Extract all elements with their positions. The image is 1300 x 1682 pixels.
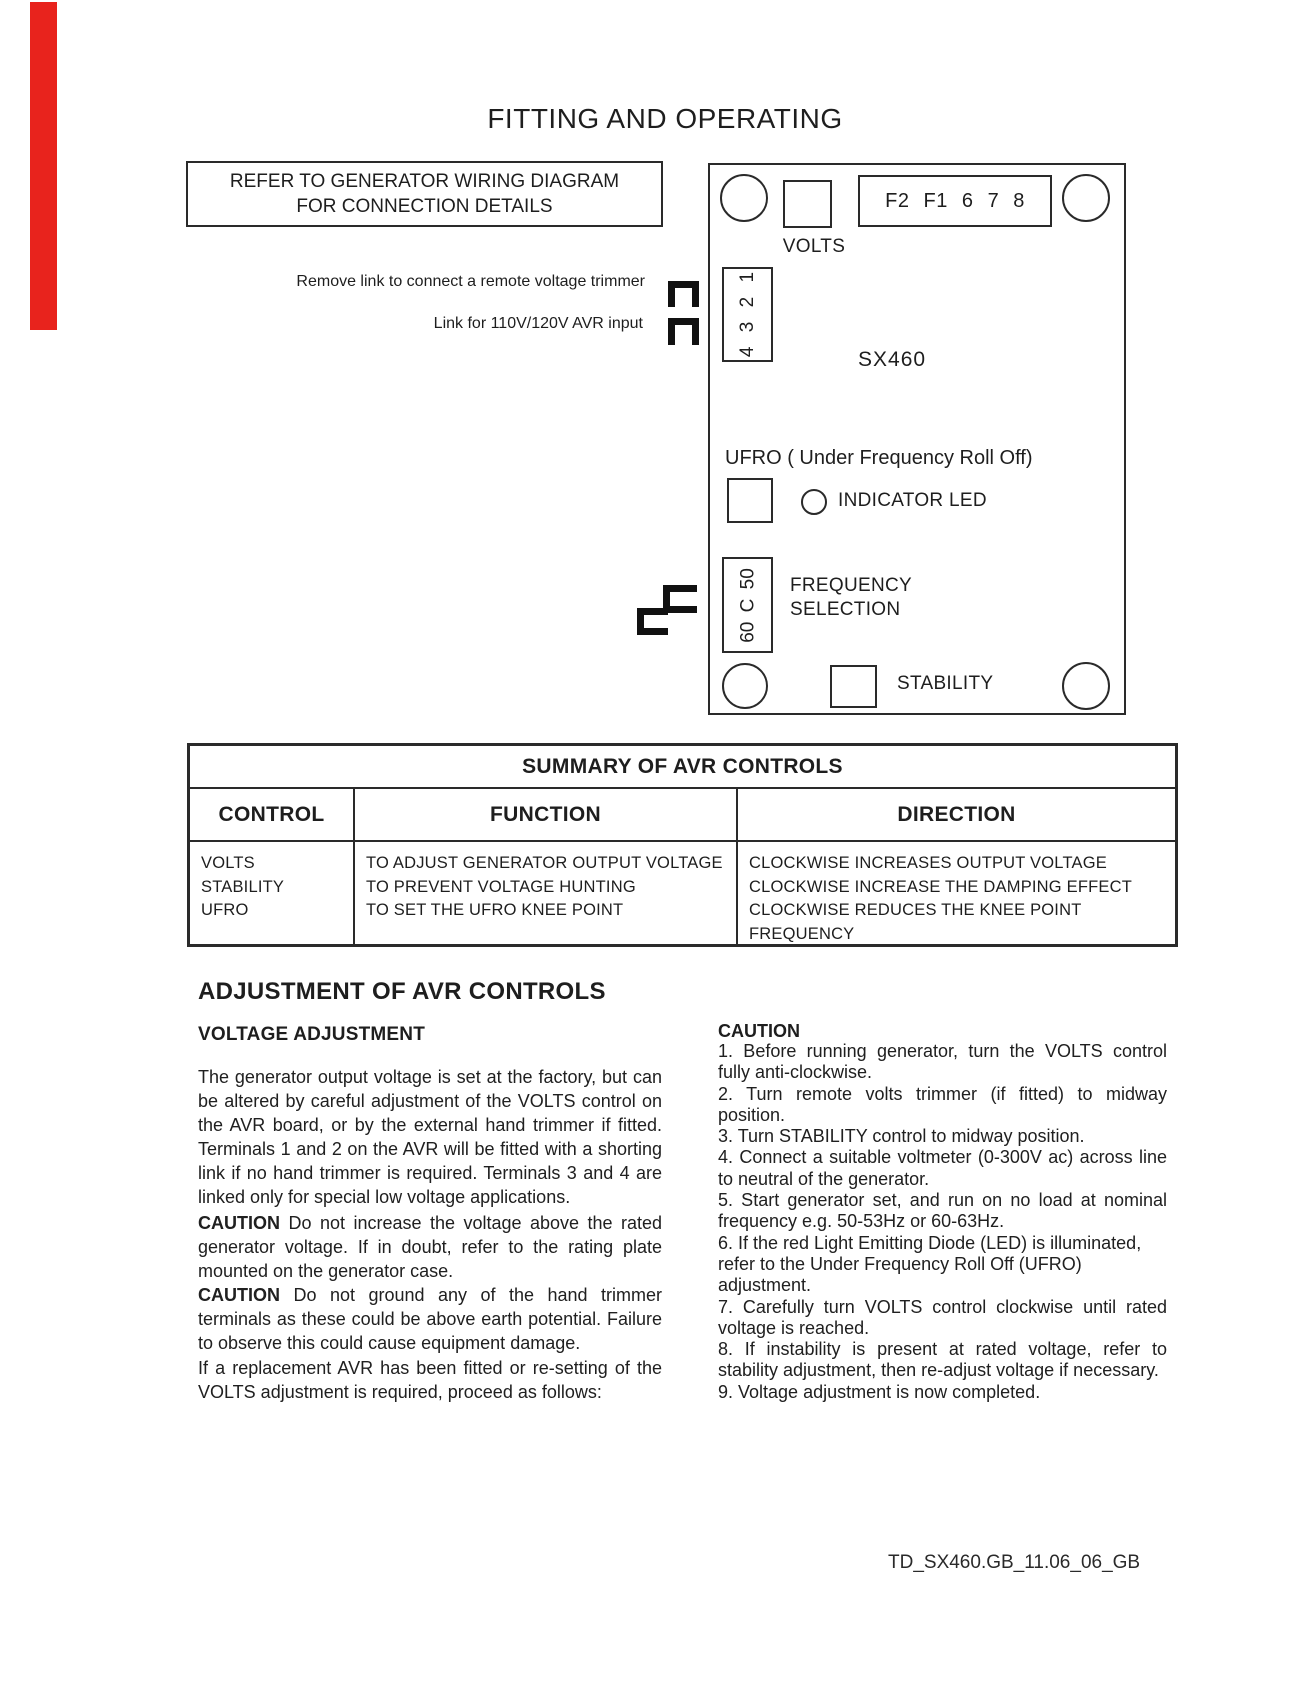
mounting-hole-bottom-right — [1062, 662, 1110, 710]
caution-paragraph-2: CAUTION Do not ground any of the hand trimmer terminals as these could be above earth potential. Failure to observe this could cause equipment damage. — [198, 1285, 662, 1353]
red-margin-marker — [30, 2, 57, 330]
table-direction-column: CLOCKWISE INCREASES OUTPUT VOLTAGE CLOCKWISE INCREASE THE DAMPING EFFECT CLOCKWISE REDUCES THE KNEE POINT FREQUENCY — [749, 854, 1132, 943]
frequency-link-bracket-2-icon — [637, 608, 668, 635]
summary-table-title: SUMMARY OF AVR CONTROLS — [190, 746, 1175, 789]
table-control-column: VOLTS STABILITY UFRO — [190, 842, 355, 944]
mounting-hole-bottom-left — [722, 663, 768, 709]
frequency-link-bracket-1-icon — [663, 585, 697, 613]
page-title: FITTING AND OPERATING — [487, 103, 843, 134]
caution-heading: CAUTION — [718, 1021, 800, 1041]
voltage-adjustment-subheading: VOLTAGE ADJUSTMENT — [198, 1024, 426, 1045]
caution-steps: 1. Before running generator, turn the VOLTS control fully anti-clockwise. 2. Turn remote volts trimmer (if fitted) to midway position. 3. Turn STABILITY control to midway position. 4. Connect a suitable voltmeter (0-300V ac) across line to neutral of the generator. 5. Start generator set, and run on no load at nominal frequency e.g. 50-53Hz or 60-63Hz. 6. If the red Light Emitting Diode (LED) is illuminated, refer to the Under Frequency Roll Off (UFRO) adjustment. 7. Carefully turn VOLTS control clockwise until rated voltage is reached. 8. If instability is present at rated voltage, refer to stability adjustment, then re-adjust voltage if necessary. 9. Voltage adjustment is now completed. — [718, 1041, 1167, 1402]
ufro-pot-square — [727, 478, 773, 523]
table-header-function: FUNCTION — [355, 789, 738, 840]
document-code-footer: TD_SX460.GB_11.06_06_GB — [888, 1552, 1141, 1573]
top-terminal-strip — [858, 175, 1052, 227]
ufro-heading: UFRO ( Under Frequency Roll Off) — [725, 447, 1033, 469]
volts-pot-square — [783, 180, 832, 228]
wiring-notice-line1: REFER TO GENERATOR WIRING DIAGRAM — [229, 171, 620, 192]
table-header-control: CONTROL — [190, 789, 355, 840]
avr-input-link-annotation: Link for 110V/120V AVR input — [433, 315, 643, 332]
mounting-hole-top-right — [1062, 174, 1110, 222]
frequency-terminal-labels: 60 C 50 — [737, 568, 758, 643]
frequency-selection-label — [790, 574, 912, 621]
left-terminal-labels: 4 3 2 1 — [736, 271, 758, 358]
link-staple-1-icon — [668, 281, 699, 307]
volts-label: VOLTS — [782, 236, 846, 257]
indicator-led-label: INDICATOR LED — [838, 490, 987, 511]
wiring-notice-box — [186, 161, 663, 227]
adjustment-heading: ADJUSTMENT OF AVR CONTROLS — [198, 978, 606, 1005]
top-terminal-labels: F2 F1 6 7 8 — [885, 189, 1025, 212]
wiring-notice-line2: FOR CONNECTION DETAILS — [296, 196, 553, 217]
procedure-intro-paragraph: If a replacement AVR has been fitted or re-setting of the VOLTS adjustment is required, proceed as follows: — [198, 1358, 662, 1402]
frequency-selection-line2: SELECTION — [790, 598, 901, 620]
table-function-column: TO ADJUST GENERATOR OUTPUT VOLTAGE TO PREVENT VOLTAGE HUNTING TO SET THE UFRO KNEE POINT — [355, 842, 738, 944]
table-header-direction: DIRECTION — [897, 802, 1016, 826]
stability-label: STABILITY — [897, 673, 994, 694]
frequency-selection-line1: FREQUENCY — [790, 575, 912, 596]
mounting-hole-top-left — [720, 174, 768, 222]
board-model-label: SX460 — [858, 348, 927, 371]
stability-pot-square — [830, 665, 877, 708]
caution-paragraph-1: CAUTION Do not increase the voltage above the rated generator voltage. If in doubt, refer to the rating plate mounted on the generator case. — [198, 1213, 662, 1281]
remove-link-annotation: Remove link to connect a remote voltage trimmer — [296, 273, 645, 290]
link-staple-2-icon — [668, 318, 699, 345]
summary-table — [187, 743, 1178, 947]
indicator-led-circle-icon — [801, 489, 827, 515]
voltage-paragraph: The generator output voltage is set at the factory, but can be altered by careful adjustment of the VOLTS control on the AVR board, or by the external hand trimmer if fitted. Terminals 1 and 2 on the AVR will be fitted with a shorting link if no hand trimmer is required. Terminals 3 and 4 are linked only for special low voltage applications. — [198, 1067, 662, 1207]
